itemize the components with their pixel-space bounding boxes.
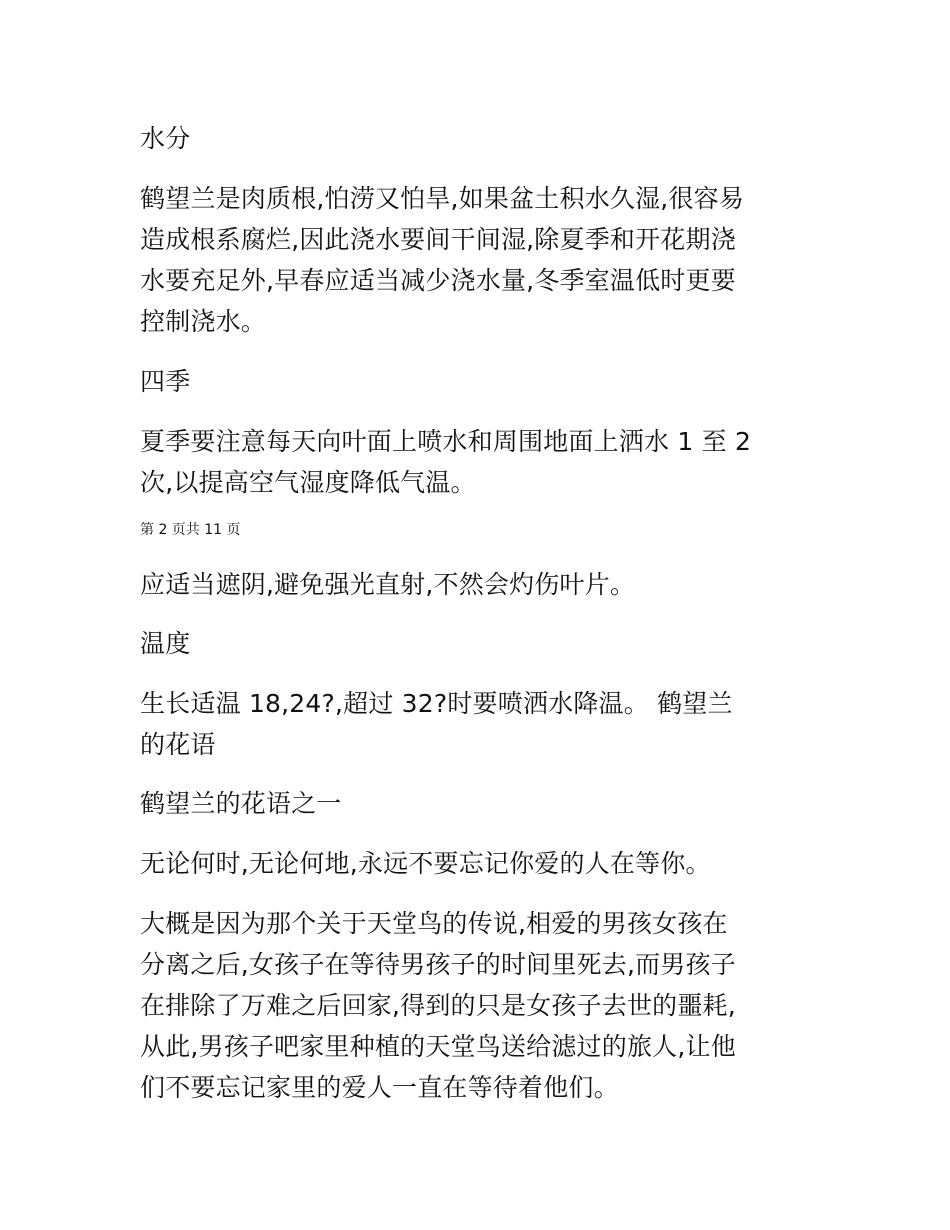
paragraph-line: 生长适温 18,24?,超过 32?时要喷洒水降温。 鹤望兰 xyxy=(140,689,733,718)
page-footer: 第 2 页共 11 页 xyxy=(140,522,241,538)
section-heading-seasons: 四季 xyxy=(140,367,191,396)
paragraph-line: 的花语 xyxy=(140,730,216,759)
paragraph-line: 夏季要注意每天向叶面上喷水和周围地面上洒水 1 至 2 xyxy=(140,427,752,456)
paragraph-line: 分离之后,女孩子在等待男孩子的时间里死去,而男孩子 xyxy=(140,950,736,979)
section-heading-water: 水分 xyxy=(140,124,191,153)
paragraph-line: 大概是因为那个关于天堂鸟的传说,相爱的男孩女孩在 xyxy=(140,909,728,938)
paragraph-line: 从此,男孩子吧家里种植的天堂鸟送给滤过的旅人,让他 xyxy=(140,1032,736,1061)
paragraph-line: 在排除了万难之后回家,得到的只是女孩子去世的噩耗, xyxy=(140,991,736,1020)
paragraph-line: 次,以提高空气湿度降低气温。 xyxy=(140,468,476,497)
paragraph-line: 鹤望兰是肉质根,怕涝又怕旱,如果盆土积水久湿,很容易 xyxy=(140,184,745,213)
paragraph-line: 应适当遮阴,避免强光直射,不然会灼伤叶片。 xyxy=(140,570,636,599)
paragraph-line: 水要充足外,早春应适当减少浇水量,冬季室温低时更要 xyxy=(140,266,736,295)
paragraph-line: 造成根系腐烂,因此浇水要间干间湿,除夏季和开花期浇 xyxy=(140,225,736,254)
paragraph-line: 控制浇水。 xyxy=(140,307,267,336)
paragraph-line: 们不要忘记家里的爱人一直在等待着他们。 xyxy=(140,1073,619,1102)
section-heading-meaning: 鹤望兰的花语之一 xyxy=(140,789,342,818)
paragraph-line: 无论何时,无论何地,永远不要忘记你爱的人在等你。 xyxy=(140,849,711,878)
section-heading-temperature: 温度 xyxy=(140,629,191,658)
